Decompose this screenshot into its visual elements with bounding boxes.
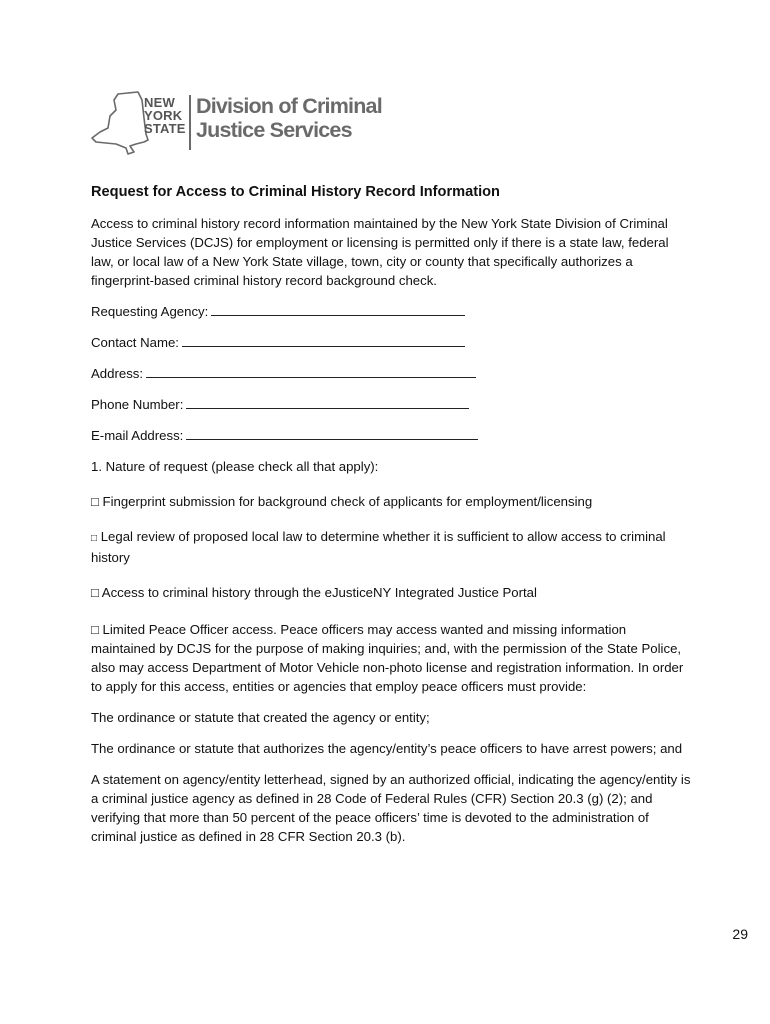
page-number: 29 (732, 926, 748, 942)
contact-name-input-line[interactable] (182, 334, 465, 347)
field-label: E-mail Address: (91, 428, 184, 443)
requirement-item: A statement on agency/entity letterhead, signed by an authorized official, indicating the agency/entity is a criminal justice agency as defined in 28 Code of Federal Rules (CFR) Section 20.3 (g) (2); and verifying that more than 50 percent of the peace officers’ time is devoted to the administration of criminal justice as defined in 28 CFR Section 20.3 (b). (91, 772, 691, 844)
checkbox-icon[interactable]: □ (91, 622, 99, 637)
option-ejustice (91, 583, 691, 602)
logo-agency-line: Division of Criminal (196, 94, 382, 118)
address-input-line[interactable] (146, 365, 476, 378)
field-label: Contact Name: (91, 335, 179, 350)
checkbox-icon[interactable]: □ (91, 494, 99, 509)
option-label: Limited Peace Officer access. Peace officers may access wanted and missing information maintained by DCJS for the purpose of making inquiries; and, with the permission of the State Police, also may access Department of Motor Vehicle non-photo license and registration information. In order to apply for this access, entities or agencies that employ peace officers must provide: (91, 622, 684, 694)
logo-agency-name (196, 94, 382, 142)
checkbox-icon[interactable]: □ (91, 585, 99, 600)
logo-state-text (144, 96, 186, 135)
option-label: Fingerprint submission for background check of applicants for employment/licensing (102, 494, 593, 509)
logo-agency-line: Justice Services (196, 118, 352, 142)
requesting-agency-field (91, 302, 691, 321)
email-address-input-line[interactable] (186, 427, 478, 440)
option-label: Legal review of proposed local law to determine whether it is sufficient to allow access to criminal history (91, 529, 666, 565)
option-peace-officer (91, 620, 691, 696)
requirement-item: The ordinance or statute that authorizes the agency/entity’s peace officers to have arrest powers; and (91, 741, 683, 756)
requesting-agency-input-line[interactable] (211, 303, 465, 316)
option-fingerprint (91, 492, 691, 511)
field-label: Requesting Agency: (91, 304, 209, 319)
dcjs-logo (86, 88, 386, 158)
intro-paragraph: Access to criminal history record information maintained by the New York State Division of Criminal Justice Services (DCJS) for employment or licensing is permitted only if there is a state law, federal law, or local law of a New York State village, town, city or county that specifically authorizes a fingerprint-based criminal history record background check. (91, 216, 669, 288)
contact-name-field (91, 333, 691, 352)
nature-heading: 1. Nature of request (please check all that apply): (91, 459, 379, 474)
option-label: Access to criminal history through the eJusticeNY Integrated Justice Portal (101, 585, 537, 600)
phone-number-field (91, 395, 691, 414)
form-title: Request for Access to Criminal History Record Information (91, 184, 500, 200)
email-address-field (91, 426, 691, 445)
logo-divider (189, 95, 191, 150)
requirement-item: The ordinance or statute that created the agency or entity; (91, 710, 430, 725)
logo-state-line: STATE (144, 121, 186, 136)
form-content (91, 182, 691, 858)
checkbox-icon[interactable]: □ (91, 533, 98, 544)
option-legal-review (91, 527, 691, 567)
logo-state-line: NEW (144, 95, 175, 110)
field-label: Phone Number: (91, 397, 184, 412)
phone-number-input-line[interactable] (186, 396, 469, 409)
field-label: Address: (91, 366, 144, 381)
logo-state-line: YORK (144, 108, 183, 123)
address-field (91, 364, 691, 383)
